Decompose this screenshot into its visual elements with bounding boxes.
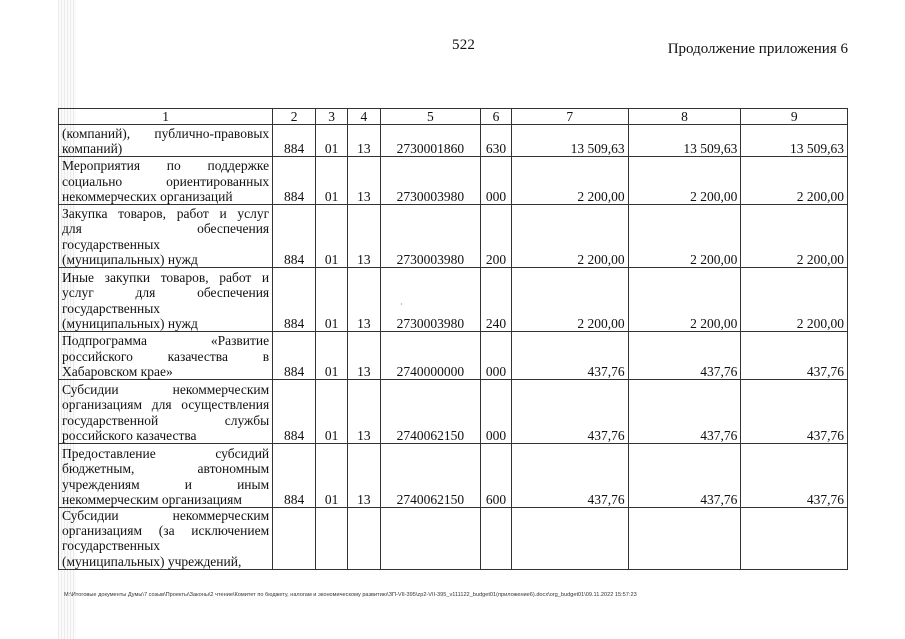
- row-name-line: (муниципальных) нужд: [62, 251, 198, 267]
- row-name-line: бюджетным, автономным: [62, 461, 270, 477]
- target-article-cell: 2730001860: [380, 125, 480, 157]
- row-name-cell: [59, 332, 273, 380]
- admin-code-cell: 884: [273, 205, 316, 268]
- row-name-line: Подпрограмма «Развитие: [62, 333, 270, 349]
- row-name-line: некоммерческих организаций: [62, 188, 233, 204]
- appendix-continuation-note: Продолжение приложения 6: [667, 41, 848, 57]
- page-number: 522: [452, 37, 476, 53]
- expense-type-cell: 630: [481, 125, 512, 157]
- amount-2025-cell: 13 509,63: [741, 125, 848, 157]
- table-row: [59, 380, 848, 444]
- target-article-cell: 2730003980: [380, 268, 480, 332]
- scan-speck: ·: [400, 300, 403, 309]
- subsection-cell: 13: [347, 444, 380, 508]
- amount-2024-cell: [628, 508, 741, 570]
- amount-2025-cell: [741, 508, 848, 570]
- amount-2024-cell: 437,76: [628, 332, 741, 380]
- admin-code-cell: 884: [273, 125, 316, 157]
- subsection-cell: 13: [347, 380, 380, 444]
- table-row: [59, 332, 848, 380]
- row-name-line: учреждениям и иным: [62, 476, 270, 492]
- amount-2024-cell: 2 200,00: [628, 157, 741, 205]
- expense-type-cell: 600: [481, 444, 512, 508]
- expense-type-cell: 000: [481, 332, 512, 380]
- amount-2023-cell: 2 200,00: [511, 268, 628, 332]
- subsection-cell: 13: [347, 125, 380, 157]
- document-file-path: M:\Итоговые документы Думы\7 созыв\Проекты\Законы\2 чтение\Комитет по бюджету, налогам и экономическому развитию\ЗП-VII-395\zp2-VII-395_v111122_budget01(приложение6).docx\org_budget01\09.11.2022 15:57:23: [64, 592, 637, 598]
- header-cell: 6: [481, 109, 512, 125]
- section-cell: 01: [316, 157, 348, 205]
- row-name-line: Мероприятия по поддержке: [62, 158, 270, 174]
- row-name-cell: [59, 444, 273, 508]
- table-row: [59, 205, 848, 268]
- header-cell: 1: [59, 109, 273, 125]
- section-cell: 01: [316, 332, 348, 380]
- admin-code-cell: 884: [273, 380, 316, 444]
- header-cell: 2: [273, 109, 316, 125]
- admin-code-cell: [273, 508, 316, 570]
- target-article-cell: 2740062150: [380, 444, 480, 508]
- row-name-cell: [59, 157, 273, 205]
- amount-2023-cell: 2 200,00: [511, 205, 628, 268]
- admin-code-cell: 884: [273, 444, 316, 508]
- target-article-cell: 2740062150: [380, 380, 480, 444]
- row-name-line: государственной службы: [62, 412, 270, 428]
- row-name-cell: [59, 125, 273, 157]
- subsection-cell: 13: [347, 268, 380, 332]
- row-name-line: Предоставление субсидий: [62, 446, 270, 462]
- row-name-line: услуг для обеспечения: [62, 285, 270, 301]
- amount-2025-cell: 437,76: [741, 380, 848, 444]
- admin-code-cell: 884: [273, 332, 316, 380]
- row-name-line: Субсидии некоммерческим: [62, 382, 270, 398]
- section-cell: 01: [316, 125, 348, 157]
- row-name-line: Иные закупки товаров, работ и: [62, 270, 270, 286]
- row-name-cell: [59, 205, 273, 268]
- header-cell: 5: [380, 109, 480, 125]
- amount-2023-cell: 13 509,63: [511, 125, 628, 157]
- amount-2023-cell: 437,76: [511, 380, 628, 444]
- section-cell: 01: [316, 205, 348, 268]
- table-row: [59, 125, 848, 157]
- amount-2024-cell: 2 200,00: [628, 268, 741, 332]
- expense-type-cell: 240: [481, 268, 512, 332]
- target-article-cell: [380, 508, 480, 570]
- row-name-line: (компаний), публично-правовых: [62, 125, 270, 141]
- section-cell: 01: [316, 268, 348, 332]
- section-cell: [316, 508, 348, 570]
- header-cell: 3: [316, 109, 348, 125]
- row-name-line: Закупка товаров, работ и услуг: [62, 206, 270, 222]
- amount-2025-cell: 437,76: [741, 444, 848, 508]
- amount-2025-cell: 437,76: [741, 332, 848, 380]
- expense-type-cell: 000: [481, 380, 512, 444]
- row-name-cell: [59, 268, 273, 332]
- row-name-line: Хабаровском крае»: [62, 363, 173, 379]
- row-name-line: организациям для осуществления: [62, 397, 270, 413]
- row-name-cell: [59, 380, 273, 444]
- admin-code-cell: 884: [273, 268, 316, 332]
- table-row: [59, 157, 848, 205]
- amount-2025-cell: 2 200,00: [741, 268, 848, 332]
- budget-table: [58, 108, 848, 570]
- expense-type-cell: [481, 508, 512, 570]
- admin-code-cell: 884: [273, 157, 316, 205]
- header-cell: 7: [511, 109, 628, 125]
- header-cell: 9: [741, 109, 848, 125]
- row-name-cell: [59, 508, 273, 570]
- row-name-line: (муниципальных) нужд: [62, 315, 198, 331]
- amount-2024-cell: 13 509,63: [628, 125, 741, 157]
- table-row: [59, 268, 848, 332]
- header-cell: 8: [628, 109, 741, 125]
- amount-2024-cell: 437,76: [628, 380, 741, 444]
- row-name-line: российского казачества в: [62, 348, 270, 364]
- row-name-line: организациям (за исключением: [62, 523, 270, 539]
- table-row: [59, 444, 848, 508]
- row-name-line: государственных: [62, 300, 161, 316]
- subsection-cell: 13: [347, 205, 380, 268]
- subsection-cell: [347, 508, 380, 570]
- row-name-line: компаний): [62, 140, 123, 156]
- target-article-cell: 2730003980: [380, 205, 480, 268]
- subsection-cell: 13: [347, 157, 380, 205]
- row-name-line: государственных: [62, 538, 161, 554]
- amount-2023-cell: 2 200,00: [511, 157, 628, 205]
- target-article-cell: 2740000000: [380, 332, 480, 380]
- expense-type-cell: 200: [481, 205, 512, 268]
- amount-2023-cell: [511, 508, 628, 570]
- row-name-line: некоммерческим организациям: [62, 491, 242, 507]
- row-name-line: социально ориентированных: [62, 173, 270, 189]
- target-article-cell: 2730003980: [380, 157, 480, 205]
- row-name-line: Субсидии некоммерческим: [62, 508, 270, 523]
- subsection-cell: 13: [347, 332, 380, 380]
- amount-2023-cell: 437,76: [511, 332, 628, 380]
- row-name-line: государственных: [62, 236, 161, 252]
- table-header-row: [59, 109, 848, 125]
- row-name-line: для обеспечения: [62, 221, 270, 237]
- header-cell: 4: [347, 109, 380, 125]
- row-name-line: российского казачества: [62, 427, 197, 443]
- amount-2023-cell: 437,76: [511, 444, 628, 508]
- amount-2025-cell: 2 200,00: [741, 157, 848, 205]
- section-cell: 01: [316, 380, 348, 444]
- section-cell: 01: [316, 444, 348, 508]
- amount-2024-cell: 2 200,00: [628, 205, 741, 268]
- expense-type-cell: 000: [481, 157, 512, 205]
- row-name-line: (муниципальных) учреждений,: [62, 553, 242, 569]
- amount-2024-cell: 437,76: [628, 444, 741, 508]
- amount-2025-cell: 2 200,00: [741, 205, 848, 268]
- table-row: [59, 508, 848, 570]
